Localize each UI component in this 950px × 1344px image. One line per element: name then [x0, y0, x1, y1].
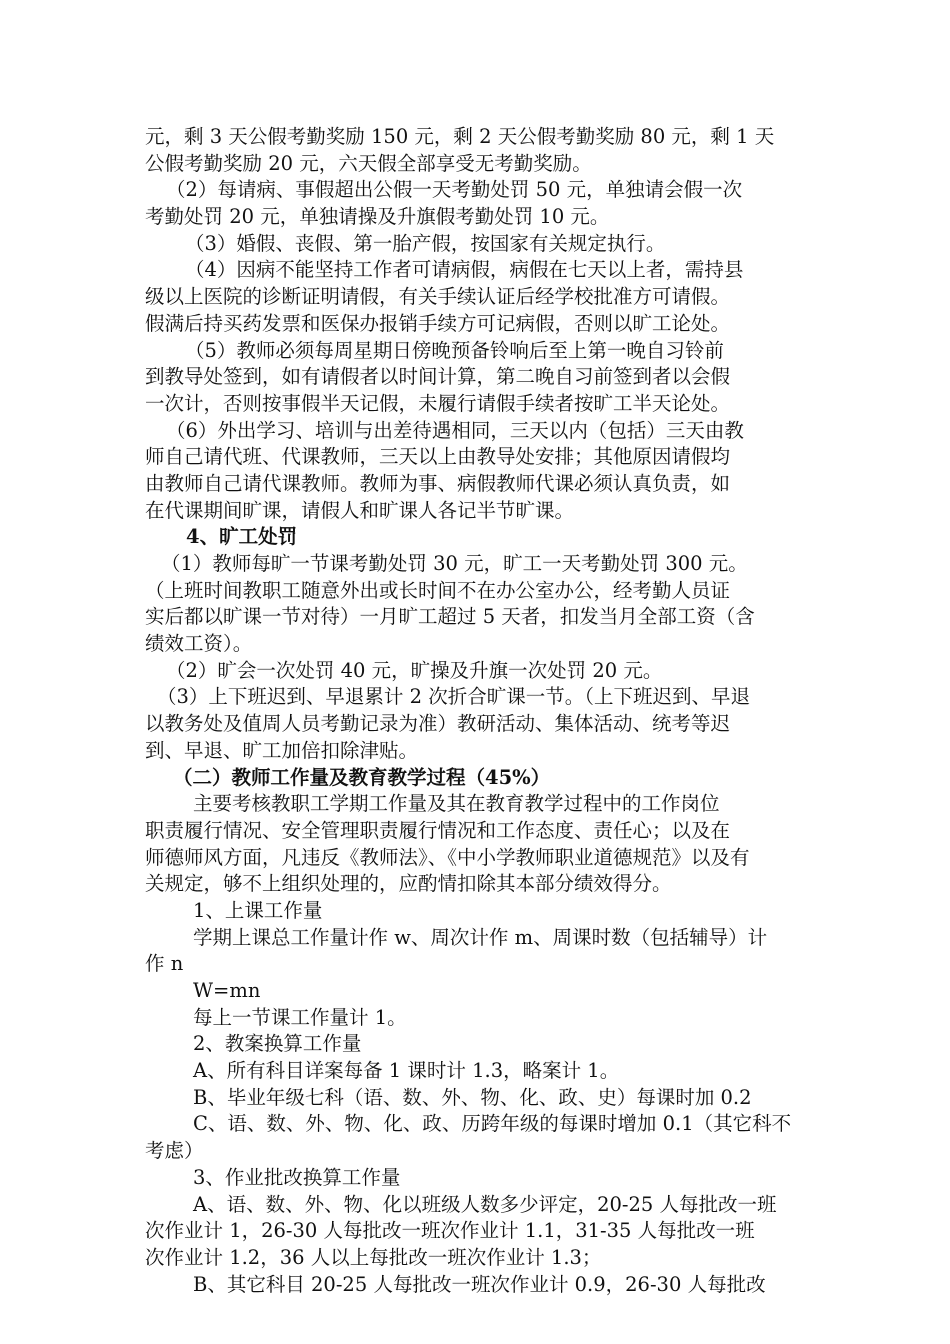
body-text-line: 实后都以旷课一节对待）一月旷工超过 5 天者，扣发当月全部工资（含	[145, 605, 755, 629]
body-text-line: 1、上课工作量	[193, 898, 323, 922]
document-body	[145, 124, 811, 1298]
body-text-line: A、语、数、外、物、化以班级人数多少评定，20-25 人每批改一班	[193, 1192, 777, 1216]
body-text-line: 师自己请代班、代课教师，三天以上由教导处安排；其他原因请假均	[145, 445, 731, 469]
body-text-line: A、所有科目详案每备 1 课时计 1.3，略案计 1。	[193, 1059, 620, 1083]
body-text-line: （1）教师每旷一节课考勤处罚 30 元，旷工一天考勤处罚 300 元。	[161, 552, 748, 575]
body-text-line: 次作业计 1，26-30 人每批改一班次作业计 1.1，31-35 人每批改一班	[145, 1219, 755, 1243]
body-text-line: 考勤处罚 20 元，单独请操及升旗假考勤处罚 10 元。	[145, 205, 610, 229]
body-text-line: 3、作业批改换算工作量	[193, 1165, 401, 1189]
body-text-line: B、毕业年级七科（语、数、外、物、化、政、史）每课时加 0.2	[193, 1085, 752, 1109]
body-text-line: 元，剩 3 天公假考勤奖励 150 元，剩 2 天公假考勤奖励 80 元，剩 1 天	[145, 125, 775, 148]
body-text-line: （2）每请病、事假超出公假一天考勤处罚 50 元，单独请会假一次	[166, 178, 743, 202]
body-text-line: 由教师自己请代课教师。教师为事、病假教师代课必须认真负责，如	[145, 471, 731, 495]
body-text-line: 每上一节课工作量计 1。	[193, 1005, 407, 1029]
body-text-line: 在代课期间旷课，请假人和旷课人各记半节旷课。	[145, 498, 575, 522]
body-text-line: （3）上下班迟到、早退累计 2 次折合旷课一节。（上下班迟到、早退	[157, 685, 750, 709]
body-text-line: 学期上课总工作量计作 w、周次计作 m、周课时数（包括辅导）计	[193, 925, 768, 949]
section-heading-line: （二）教师工作量及教育教学过程（45%）	[173, 765, 551, 789]
body-text-line: 考虑）	[145, 1139, 204, 1163]
body-text-line: 一次计，否则按事假半天记假，未履行请假手续者按旷工半天论处。	[145, 391, 731, 415]
body-text-line: 职责履行情况、安全管理职责履行情况和工作态度、责任心；以及在	[145, 818, 731, 842]
body-text-line: （5）教师必须每周星期日傍晚预备铃响后至上第一晚自习铃前	[185, 338, 724, 362]
body-text-line: 以教务处及值周人员考勤记录为准）教研活动、集体活动、统考等迟	[145, 712, 731, 736]
body-text-line: 绩效工资）。	[145, 632, 253, 656]
body-text-line: （上班时间教职工随意外出或长时间不在办公室办公，经考勤人员证	[145, 578, 731, 602]
body-text-line: 师德师风方面，凡违反《教师法》、《中小学教师职业道德规范》以及有	[145, 845, 750, 869]
body-text-line: 公假考勤奖励 20 元，六天假全部享受无考勤奖励。	[145, 151, 592, 175]
body-text-line: 假满后持买药发票和医保办报销手续方可记病假，否则以旷工论处。	[145, 311, 731, 335]
body-text-line: 作 n	[145, 952, 184, 976]
section-heading-line: 4、旷工处罚	[186, 525, 298, 549]
body-text-line: （6）外出学习、培训与出差待遇相同，三天以内（包括）三天由教	[166, 418, 744, 442]
body-text-line: W=mn	[193, 979, 261, 1002]
body-text-line: 关规定，够不上组织处理的，应酌情扣除其本部分绩效得分。	[145, 872, 672, 896]
body-text-line: B、其它科目 20-25 人每批改一班次作业计 0.9，26-30 人每批改	[193, 1272, 766, 1296]
body-text-line: （4）因病不能坚持工作者可请病假，病假在七天以上者，需持县	[185, 258, 744, 282]
body-text-line: 主要考核教职工学期工作量及其在教育教学过程中的工作岗位	[193, 792, 720, 816]
body-text-line: 到教导处签到，如有请假者以时间计算，第二晚自习前签到者以会假	[145, 365, 731, 389]
body-text-line: 级以上医院的诊断证明请假，有关手续认证后经学校批准方可请假。	[145, 285, 731, 309]
body-text-line: （2）旷会一次处罚 40 元，旷操及升旗一次处罚 20 元。	[166, 658, 663, 682]
body-text-line: C、语、数、外、物、化、政、历跨年级的每课时增加 0.1（其它科不	[193, 1112, 792, 1136]
body-text-line: （3）婚假、丧假、第一胎产假，按国家有关规定执行。	[185, 231, 666, 255]
body-text-line: 次作业计 1.2，36 人以上每批改一班次作业计 1.3；	[145, 1245, 602, 1269]
body-text-line: 2、教案换算工作量	[193, 1032, 362, 1056]
body-text-line: 到、早退、旷工加倍扣除津贴。	[145, 738, 419, 762]
